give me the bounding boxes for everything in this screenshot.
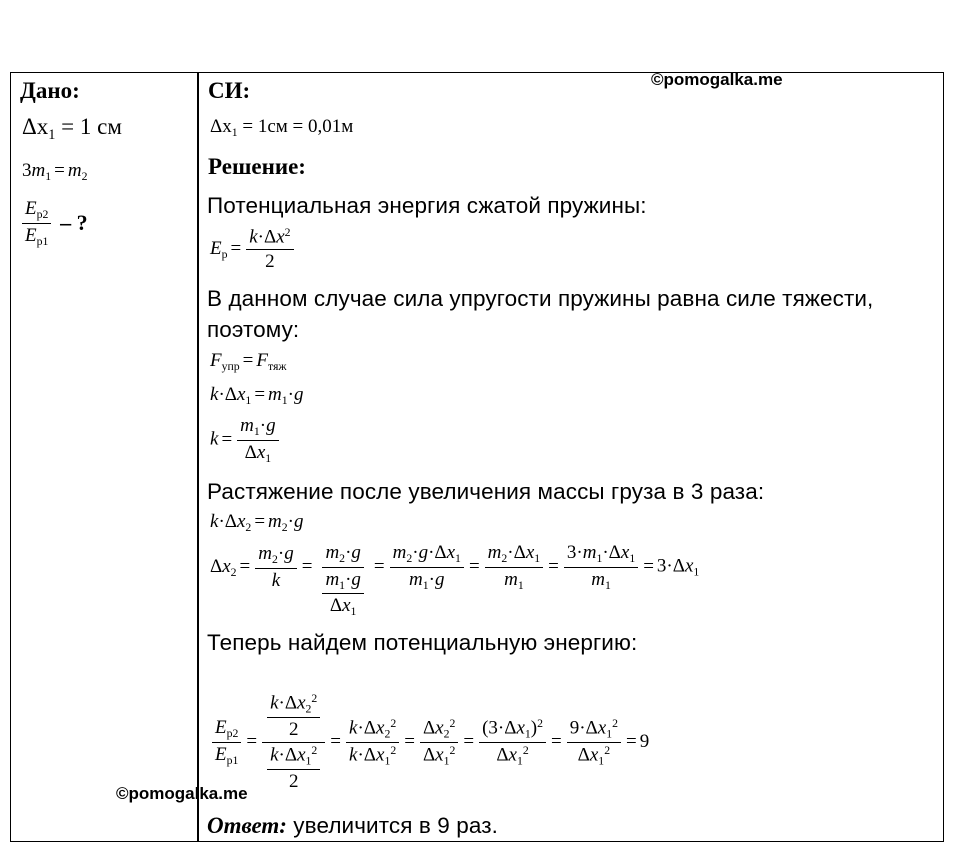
column-divider [197,72,199,842]
si-header: СИ: [208,78,251,103]
solution-text-5: Теперь найдем потенциальную энергию: [207,630,638,655]
formula-dx2-derivation: $\Delta x_2$ = $\frac{m_2\cdot g}{k}$ = $\frac{m_2\cdot g}{\frac{m_1\cdot g}{\Delta x_1}}$ = $\frac{m_2\cdot g\cdot\Delta x_1}{m_1\cdot g}$ = $\frac{m_2\cdot\Delta x_1}{m_1}$ = $\frac{3\cdot m_1\cdot\Delta x_1}{m_1}$ = $3\cdot\Delta x_1$ [210,542,700,619]
formula-hooke-2: $k\cdot\Delta x_2 = m_2\cdot g$ [210,511,304,535]
formula-k: k = $\frac{m_1\cdot g}{\Delta x_1}$ [210,415,281,465]
formula-potential-energy: $E_p$ = $\frac{k\cdot\Delta x^2}{2}$ [210,226,296,273]
answer-text: увеличится в 9 раз. [286,813,498,838]
given-energy-ratio: $\frac{E_{p2}}{E_{p1}}$ – ? [20,198,88,248]
solution-text-2: В данном случае сила упругости пружины равна силе тяжести, [207,286,874,311]
watermark-top: ©pomogalka.me [651,70,783,89]
solution-header: Решение: [208,154,306,179]
si-conversion: $\Delta x_1 = 1см = 0,01м$ [210,116,354,140]
answer-line [207,813,498,839]
formula-energy-ratio: $\frac{E_{p2}}{E_{p1}}$ = $\frac{\frac{k\cdot\Delta x_2^2}{2}}{\frac{k\cdot\Delta x_1^2}{2}}$ = $\frac{k\cdot\Delta x_2^2}{k\cdot\Delta x_1^2}$ = $\frac{\Delta x_2^2}{\Delta x_1^2}$ = $\frac{(3\cdot\Delta x_1)^2}{\Delta x_1^2}$ = $\frac{9\cdot\Delta x_1^2}{\Delta x_1^2}$ = 9 [210,692,649,793]
solution-text-1: Потенциальная энергия сжатой пружины: [207,193,647,218]
given-dx1: $\Delta x_1 = 1$ см [22,114,122,143]
given-header: Дано: [20,78,80,103]
watermark-bottom: ©pomogalka.me [116,784,248,803]
given-mass-relation: $3m_1 = m_2$ [22,160,88,184]
answer-label: Ответ: [207,813,287,838]
formula-hooke-1: $k\cdot\Delta x_1 = m_1\cdot g$ [210,384,304,408]
solution-text-3: поэтому: [207,317,300,342]
solution-text-4: Растяжение после увеличения массы груза в 3 раза: [207,479,765,504]
formula-force-equality: $F_{упр} = F_{тяж}$ [210,350,287,374]
